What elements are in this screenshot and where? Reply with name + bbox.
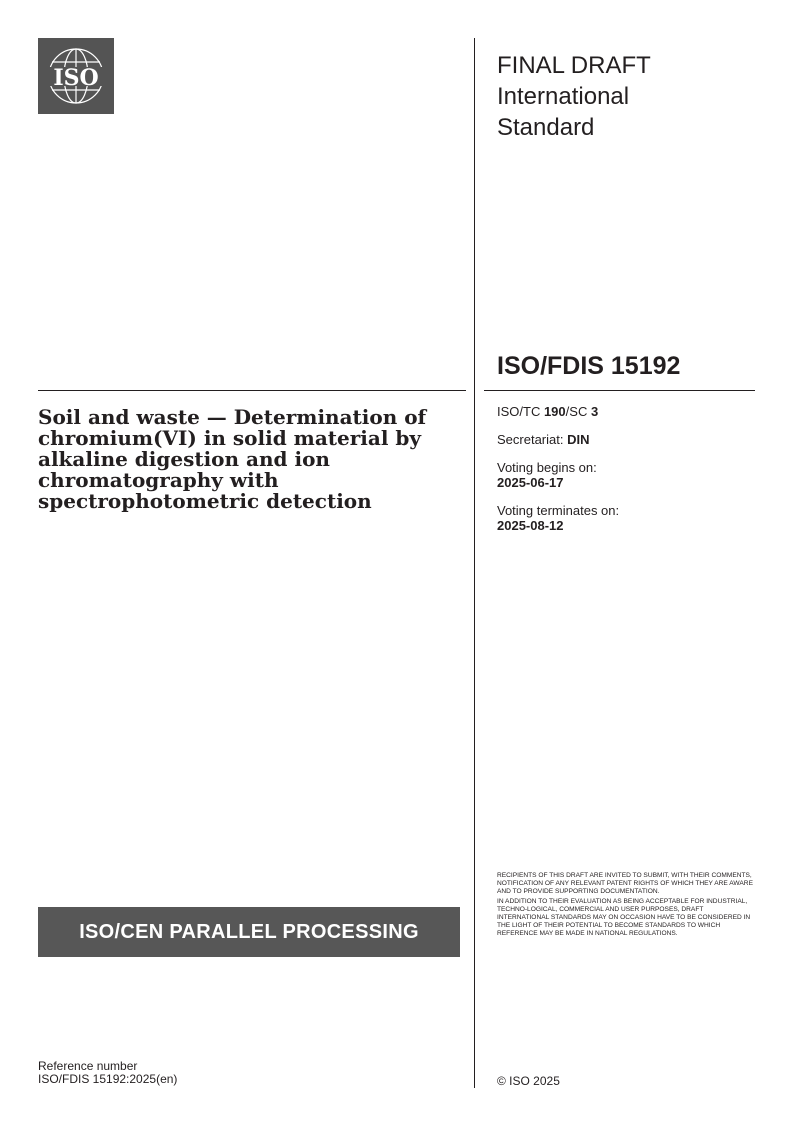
vertical-divider xyxy=(474,38,475,1088)
committee-prefix: ISO/TC xyxy=(497,404,544,419)
reference-value: ISO/FDIS 15192:2025(en) xyxy=(38,1072,178,1086)
status-final-draft: FINAL DRAFT xyxy=(497,52,651,79)
logo-text: ISO xyxy=(53,65,99,91)
committee-line xyxy=(497,404,598,419)
status-international: International xyxy=(497,83,630,110)
voting-begins-date: 2025-06-17 xyxy=(497,475,564,490)
secretariat-value: DIN xyxy=(567,432,590,447)
document-status xyxy=(497,50,651,143)
reference-number xyxy=(38,1060,177,1086)
status-standard: Standard xyxy=(497,114,595,141)
document-title: Soil and waste — Determination of chromium(VI) in solid material by alkaline digestion and ion chromatography with spectrophotometric detection xyxy=(38,405,427,513)
horizontal-divider-right xyxy=(484,390,755,391)
parallel-processing-banner: ISO/CEN PARALLEL PROCESSING xyxy=(38,907,460,957)
globe-icon xyxy=(38,38,114,114)
draft-notice xyxy=(497,872,755,940)
iso-logo xyxy=(38,38,114,114)
voting-terminates-date: 2025-08-12 xyxy=(497,518,564,533)
reference-label: Reference number xyxy=(38,1059,138,1073)
copyright: © ISO 2025 xyxy=(497,1074,560,1088)
notice-paragraph-2: IN ADDITION TO THEIR EVALUATION AS BEING ACCEPTABLE FOR INDUSTRIAL, TECHNO-LOGICAL, COMMERCIAL AND USER PURPOSES, DRAFT INTERNATIONAL STANDARDS MAY ON OCCASION HAVE TO BE CONSIDERED IN THE LIGHT OF THEIR POTENTIAL TO BECOME STANDARDS TO WHICH REFERENCE MAY BE MADE IN NATIONAL REGULATIONS. xyxy=(497,898,751,937)
voting-begins xyxy=(497,460,597,490)
horizontal-divider-left xyxy=(38,390,466,391)
voting-terminates xyxy=(497,503,619,533)
committee-tc: 190 xyxy=(543,404,566,419)
voting-begins-label: Voting begins on: xyxy=(497,460,597,475)
document-number: ISO/FDIS 15192 xyxy=(497,352,681,380)
secretariat-label: Secretariat: xyxy=(497,432,568,447)
committee-sc: 3 xyxy=(590,404,599,419)
notice-paragraph-1: RECIPIENTS OF THIS DRAFT ARE INVITED TO SUBMIT, WITH THEIR COMMENTS, NOTIFICATION OF ANY RELEVANT PATENT RIGHTS OF WHICH THEY ARE AWARE AND TO PROVIDE SUPPORTING DOCUMENTATION. xyxy=(497,872,753,895)
committee-sep: /SC xyxy=(565,404,591,419)
secretariat-line xyxy=(497,432,589,447)
voting-terminates-label: Voting terminates on: xyxy=(497,503,620,518)
